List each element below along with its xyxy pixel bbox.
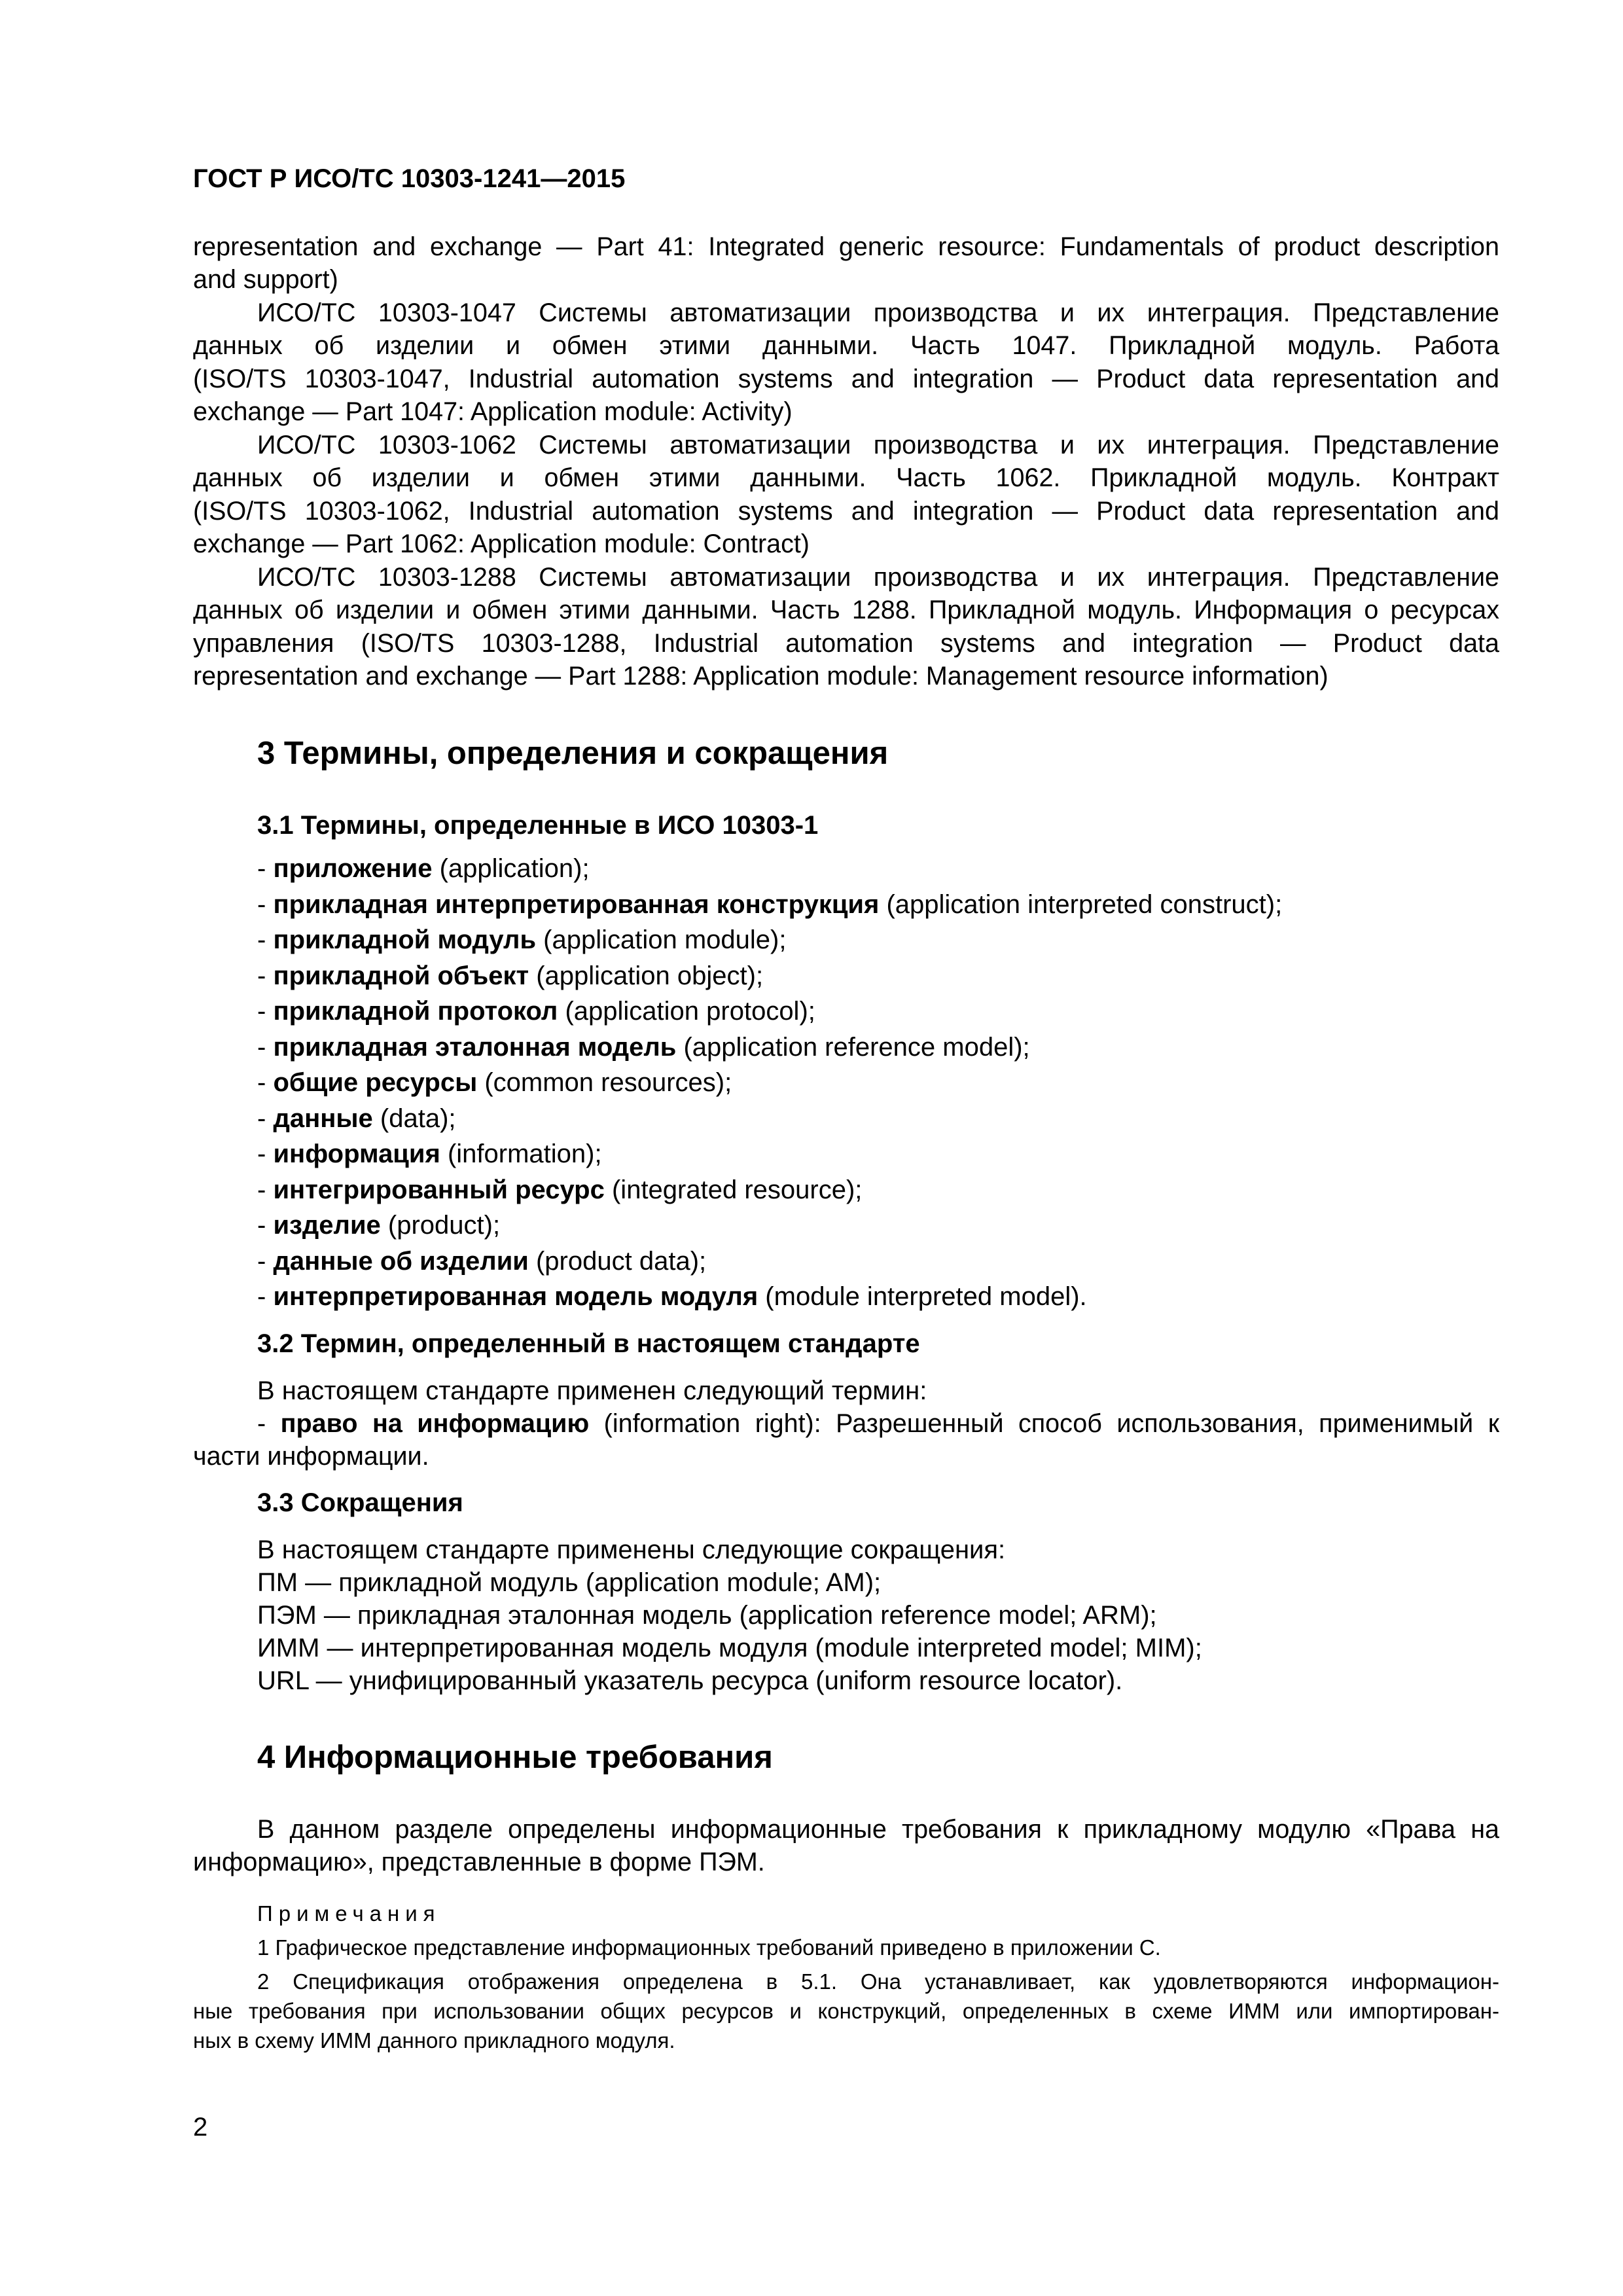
- term-list-item: - прикладной модуль (application module);: [257, 925, 787, 954]
- page-number: 2: [193, 2113, 208, 2142]
- term-list-item: - изделие (product);: [257, 1211, 501, 1240]
- paragraph-line: В данном разделе определены информационные требования к прикладному модулю «Права на: [257, 1815, 1499, 1844]
- term-list-item: - информация (information);: [257, 1139, 602, 1168]
- ref-text-line: exchange — Part 1062: Application module: Contract): [193, 529, 810, 558]
- definition-line: - право на информацию (information right): Разрешенный способ использования, применимый к: [257, 1409, 1499, 1438]
- ref-text-line: (ISO/TS 10303-1047, Industrial automation systems and integration — Product data representation and: [193, 365, 1499, 393]
- term-list-item: - прикладной протокол (application protocol);: [257, 997, 815, 1026]
- ref-text-line: (ISO/TS 10303-1062, Industrial automation systems and integration — Product data representation and: [193, 497, 1499, 526]
- ref-text-line: exchange — Part 1047: Application module: Activity): [193, 397, 793, 426]
- ref-text-line: and support): [193, 265, 338, 294]
- subsection-3-1-title: 3.1 Термины, определенные в ИСО 10303-1: [257, 811, 819, 840]
- subsection-3-2-title: 3.2 Термин, определенный в настоящем стандарте: [257, 1329, 920, 1358]
- abbreviation-item: ПЭМ — прикладная эталонная модель (application reference model; ARM);: [257, 1601, 1157, 1630]
- notes-title: Примечания: [257, 1901, 441, 1926]
- paragraph-text: В настоящем стандарте применены следующие сокращения:: [257, 1535, 1006, 1564]
- abbreviation-item: ИММ — интерпретированная модель модуля (module interpreted model; MIM);: [257, 1634, 1202, 1662]
- ref-text-line: данных об изделии и обмен этими данными. Часть 1062. Прикладной модуль. Контракт: [193, 463, 1499, 492]
- section-3-title: 3 Термины, определения и сокращения: [257, 736, 889, 771]
- term-list-item: - данные об изделии (product data);: [257, 1247, 707, 1276]
- document-header: ГОСТ Р ИСО/ТС 10303-1241—2015: [193, 164, 626, 193]
- ref-text-line: данных об изделии и обмен этими данными. Часть 1047. Прикладной модуль. Работа: [193, 331, 1499, 360]
- term-list-item: - интегрированный ресурс (integrated resource);: [257, 1175, 863, 1204]
- section-4-title: 4 Информационные требования: [257, 1740, 773, 1775]
- abbreviation-item: URL — унифицированный указатель ресурса (uniform resource locator).: [257, 1666, 1123, 1695]
- term-list-item: - интерпретированная модель модуля (module interpreted model).: [257, 1282, 1087, 1311]
- term-list-item: - прикладная эталонная модель (application reference model);: [257, 1033, 1030, 1062]
- note-line: 2 Спецификация отображения определена в 5.1. Она устанавливает, как удовлетворяются информацион-: [257, 1969, 1499, 1994]
- note-line: ные требования при использовании общих ресурсов и конструкций, определенных в схеме ИММ или импортирован-: [193, 1999, 1499, 2023]
- ref-text-line: данных об изделии и обмен этими данными. Часть 1288. Прикладной модуль. Информация о ресурсах: [193, 596, 1499, 624]
- term-list-item: - данные (data);: [257, 1104, 456, 1133]
- ref-text-line: ИСО/ТС 10303-1047 Системы автоматизации производства и их интеграция. Представление: [257, 298, 1499, 327]
- definition-line: части информации.: [193, 1442, 429, 1471]
- ref-text-line: ИСО/ТС 10303-1288 Системы автоматизации производства и их интеграция. Представление: [257, 563, 1499, 592]
- term-list-item: - прикладная интерпретированная конструкция (application interpreted construct);: [257, 890, 1283, 919]
- term-list-item: - приложение (application);: [257, 854, 590, 883]
- note-line: ных в схему ИММ данного прикладного модуля.: [193, 2028, 675, 2053]
- ref-text-line: управления (ISO/TS 10303-1288, Industrial automation systems and integration — Product data: [193, 629, 1499, 658]
- ref-text-line: representation and exchange — Part 1288: Application module: Management resource information): [193, 662, 1329, 691]
- term-list-item: - прикладной объект (application object);: [257, 961, 764, 990]
- paragraph-line: информацию», представленные в форме ПЭМ.: [193, 1848, 765, 1876]
- ref-text-line: representation and exchange — Part 41: Integrated generic resource: Fundamentals of product description: [193, 232, 1499, 261]
- term-list-item: - общие ресурсы (common resources);: [257, 1068, 732, 1097]
- ref-text-line: ИСО/ТС 10303-1062 Системы автоматизации производства и их интеграция. Представление: [257, 431, 1499, 459]
- paragraph-text: В настоящем стандарте применен следующий термин:: [257, 1376, 927, 1405]
- note-line: 1 Графическое представление информационных требований приведено в приложении С.: [257, 1935, 1161, 1960]
- abbreviation-item: ПМ — прикладной модуль (application module; AM);: [257, 1568, 882, 1597]
- subsection-3-3-title: 3.3 Сокращения: [257, 1488, 463, 1517]
